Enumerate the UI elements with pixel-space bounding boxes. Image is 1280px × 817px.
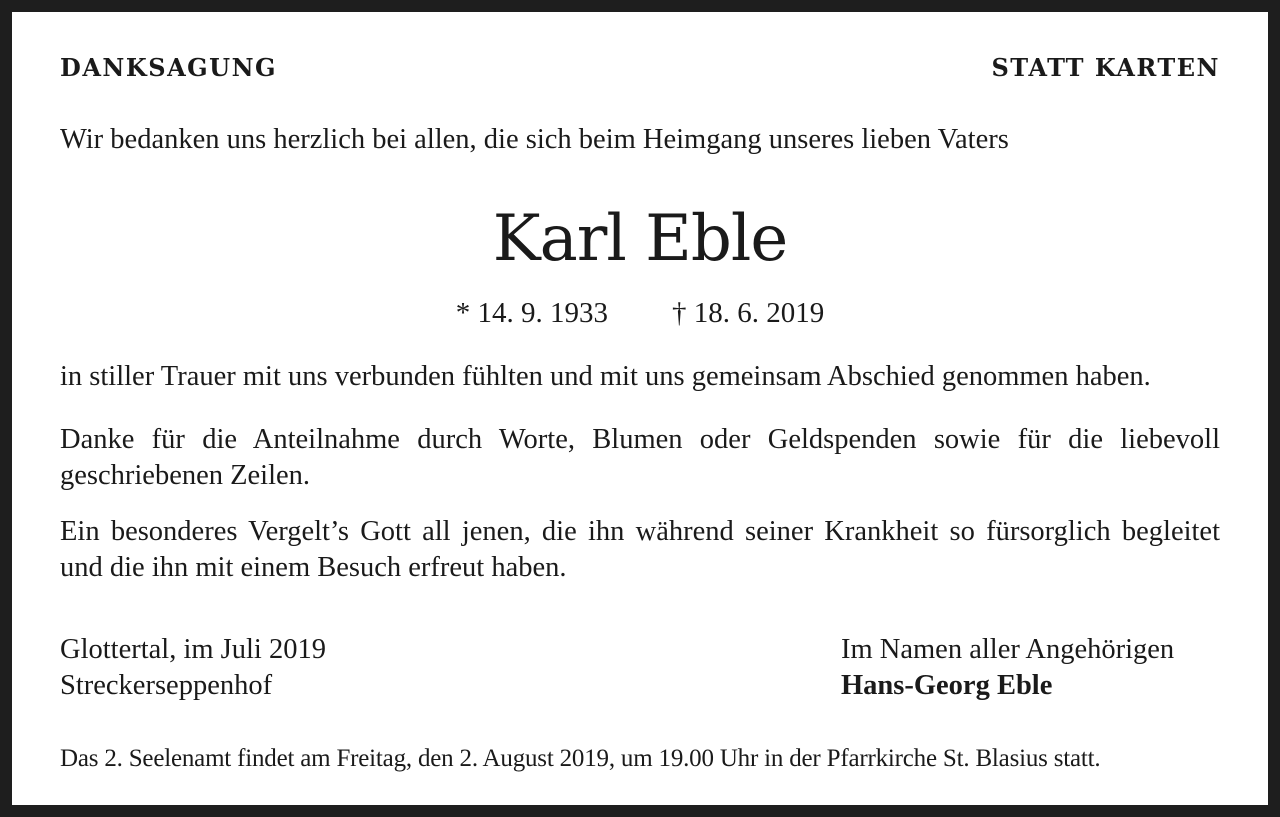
farm-name: Streckerseppenhof [60,670,273,701]
place-and-date [60,632,326,704]
notice-card [12,12,1268,805]
header-statt-karten: STATT KARTEN [991,53,1220,82]
paragraph-condolence: in stiller Trauer mit uns verbunden fühlten und mit uns gemeinsam Abschied genommen haben. [60,361,1151,392]
birth-date: * 14. 9. 1933 [455,297,608,329]
paragraph-thanks-line-1: Danke für die Anteilnahme durch Worte, Blumen oder Geldspenden sowie für die liebevoll [60,424,1220,455]
paragraph-gratitude-line-1: Ein besonderes Vergelt’s Gott all jenen, die ihn während seiner Krankheit so fürsorglich begleitet [60,516,1220,547]
intro-text: Wir bedanken uns herzlich bei allen, die sich beim Heimgang unseres lieben Vaters [60,124,1009,155]
notice-content [60,12,1220,805]
paragraph-thanks-line-2: geschriebenen Zeilen. [60,460,311,491]
life-dates [60,295,1220,331]
header-danksagung: DANKSAGUNG [60,53,278,82]
place-date-line: Glottertal, im Juli 2019 [60,634,326,665]
paragraph-gratitude-line-2: und die ihn mit einem Besuch erfreut haben. [60,552,567,583]
family-signature [841,632,1174,704]
signer-name: Hans-Georg Eble [841,670,1053,701]
deceased-name: Karl Eble [492,202,788,276]
paragraph-thanks [60,422,1220,494]
on-behalf-line: Im Namen aller Angehörigen [841,634,1175,665]
paragraph-gratitude [60,514,1220,586]
memorial-mass-note: Das 2. Seelenamt findet am Freitag, den 2. August 2019, um 19.00 Uhr in der Pfarrkirche St. Blasius statt. [60,745,1101,772]
death-date: † 18. 6. 2019 [672,297,825,329]
